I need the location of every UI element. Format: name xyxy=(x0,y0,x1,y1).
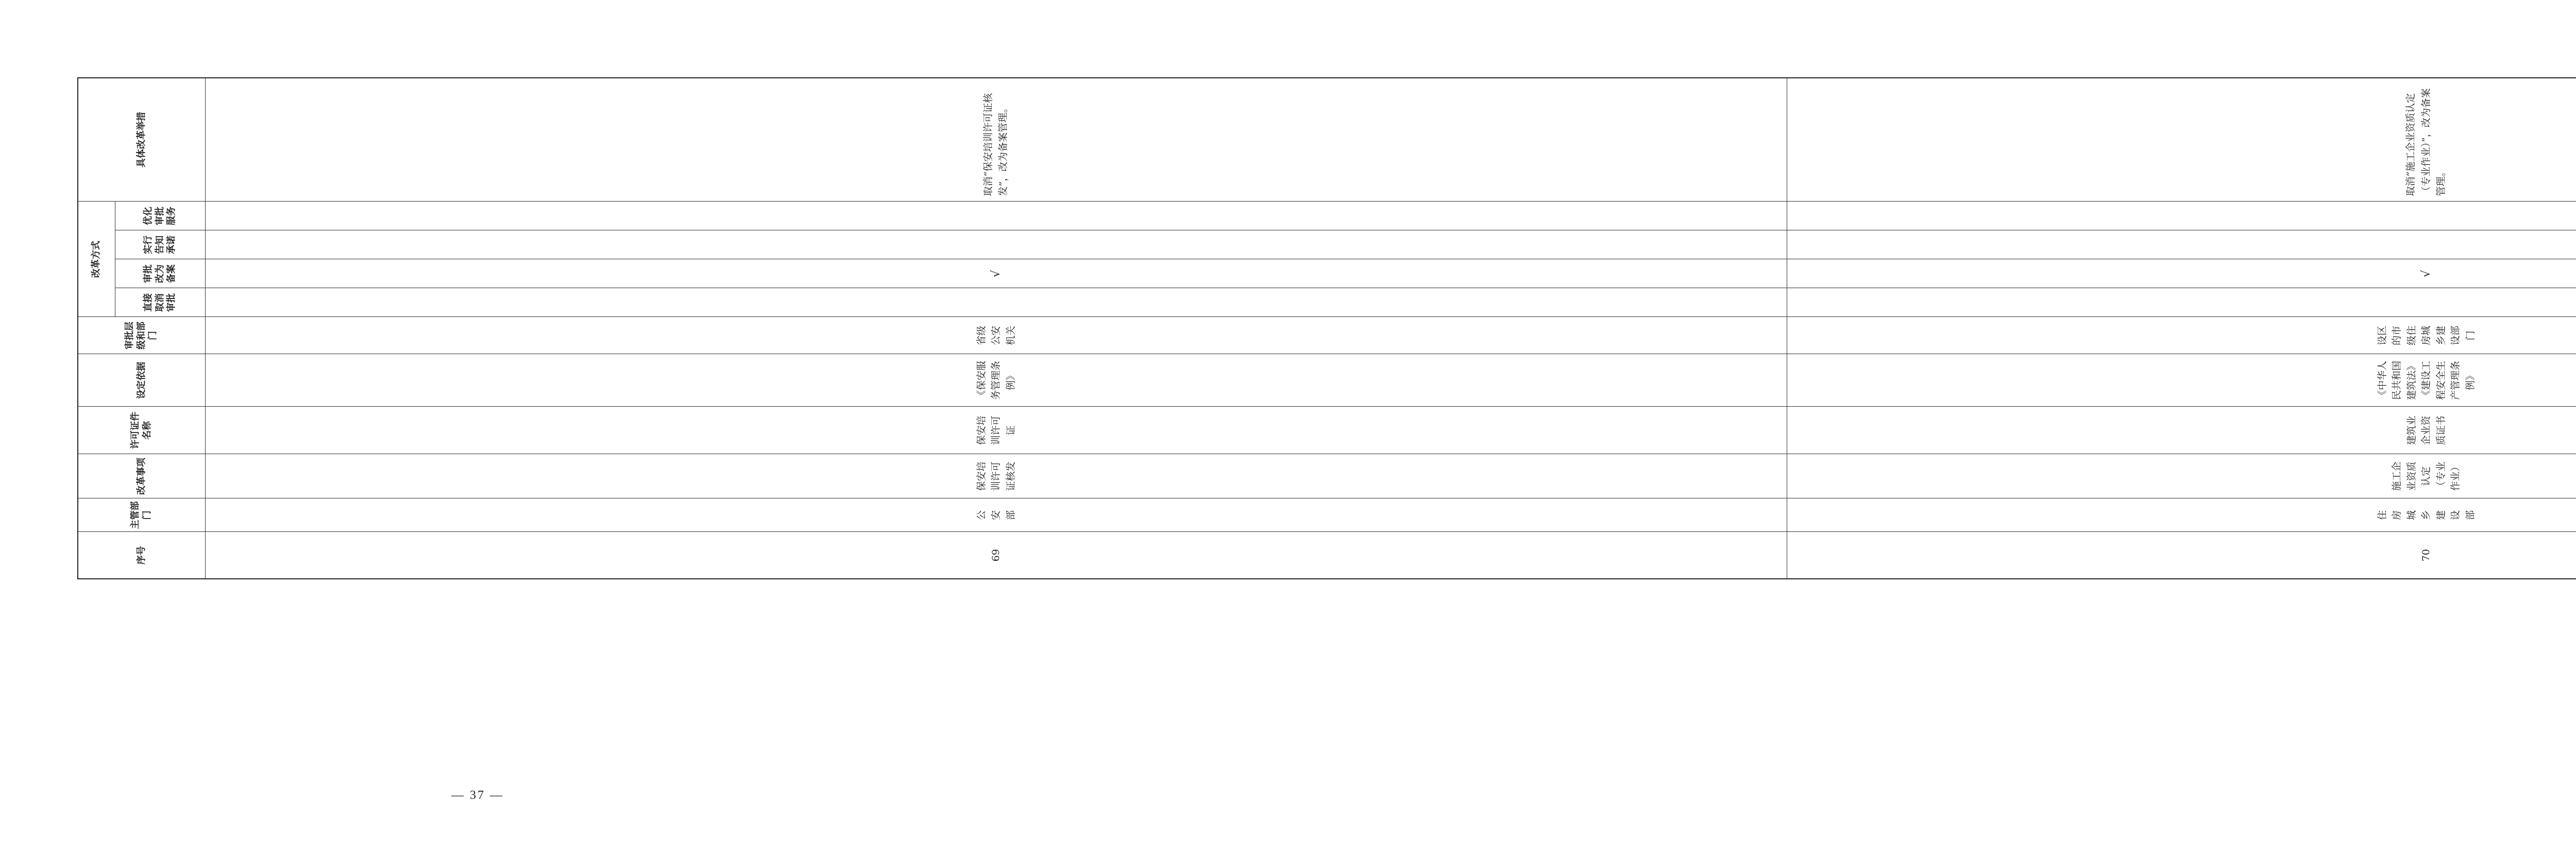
cell-basis: 《保安服务管理条例》 xyxy=(205,354,1787,407)
header-method-cancel: 直接取消审批 xyxy=(115,288,205,317)
header-method-filing: 审批改为备案 xyxy=(115,259,205,288)
cell-measures: 取消“施工企业资质认定（专业作业）”，改为备案管理。 xyxy=(1787,78,2576,202)
table-row xyxy=(1787,78,2576,579)
header-dept: 主管部门 xyxy=(78,498,205,532)
header-seq: 序号 xyxy=(78,532,205,579)
cell-license: 建筑业企业资质证书 xyxy=(1787,407,2576,454)
table-row xyxy=(205,78,1787,579)
header-item: 改革事项 xyxy=(78,454,205,498)
reform-table xyxy=(77,77,2576,579)
cell-method-commitment xyxy=(1787,230,2576,259)
cell-item: 施工企业资质认定（专业作业） xyxy=(1787,454,2576,498)
header-basis: 设定依据 xyxy=(78,354,205,407)
cell-method-optimize xyxy=(1787,202,2576,230)
cell-seq: 69 xyxy=(205,532,1787,579)
cell-level: 省级公安机关 xyxy=(205,317,1787,354)
cell-method-cancel xyxy=(1787,288,2576,317)
cell-method-filing: √ xyxy=(1787,259,2576,288)
cell-dept: 住房城乡建设部 xyxy=(1787,498,2576,532)
cell-level: 设区的市级住房城乡建设部门 xyxy=(1787,317,2576,354)
cell-method-commitment xyxy=(205,230,1787,259)
cell-seq: 70 xyxy=(1787,532,2576,579)
page-number: — 37 — xyxy=(451,789,504,802)
header-row-1 xyxy=(78,78,115,579)
cell-license: 保安培训许可证 xyxy=(205,407,1787,454)
cell-measures: 取消“保安培训许可证核发”，改为备案管理。 xyxy=(205,78,1787,202)
header-measures: 具体改革举措 xyxy=(78,78,205,202)
header-level: 审批层级和部门 xyxy=(78,317,205,354)
cell-method-cancel xyxy=(205,288,1787,317)
header-method: 改革方式 xyxy=(78,202,115,317)
cell-basis: 《中华人民共和国建筑法》《建设工程安全生产管理条例》 xyxy=(1787,354,2576,407)
cell-method-optimize xyxy=(205,202,1787,230)
header-method-optimize: 优化审批服务 xyxy=(115,202,205,230)
header-method-commitment: 实行告知承诺 xyxy=(115,230,205,259)
header-license: 许可证件名称 xyxy=(78,407,205,454)
cell-dept: 公安部 xyxy=(205,498,1787,532)
cell-method-filing: √ xyxy=(205,259,1787,288)
rotated-table-wrapper xyxy=(77,88,2476,579)
cell-item: 保安培训许可证核发 xyxy=(205,454,1787,498)
